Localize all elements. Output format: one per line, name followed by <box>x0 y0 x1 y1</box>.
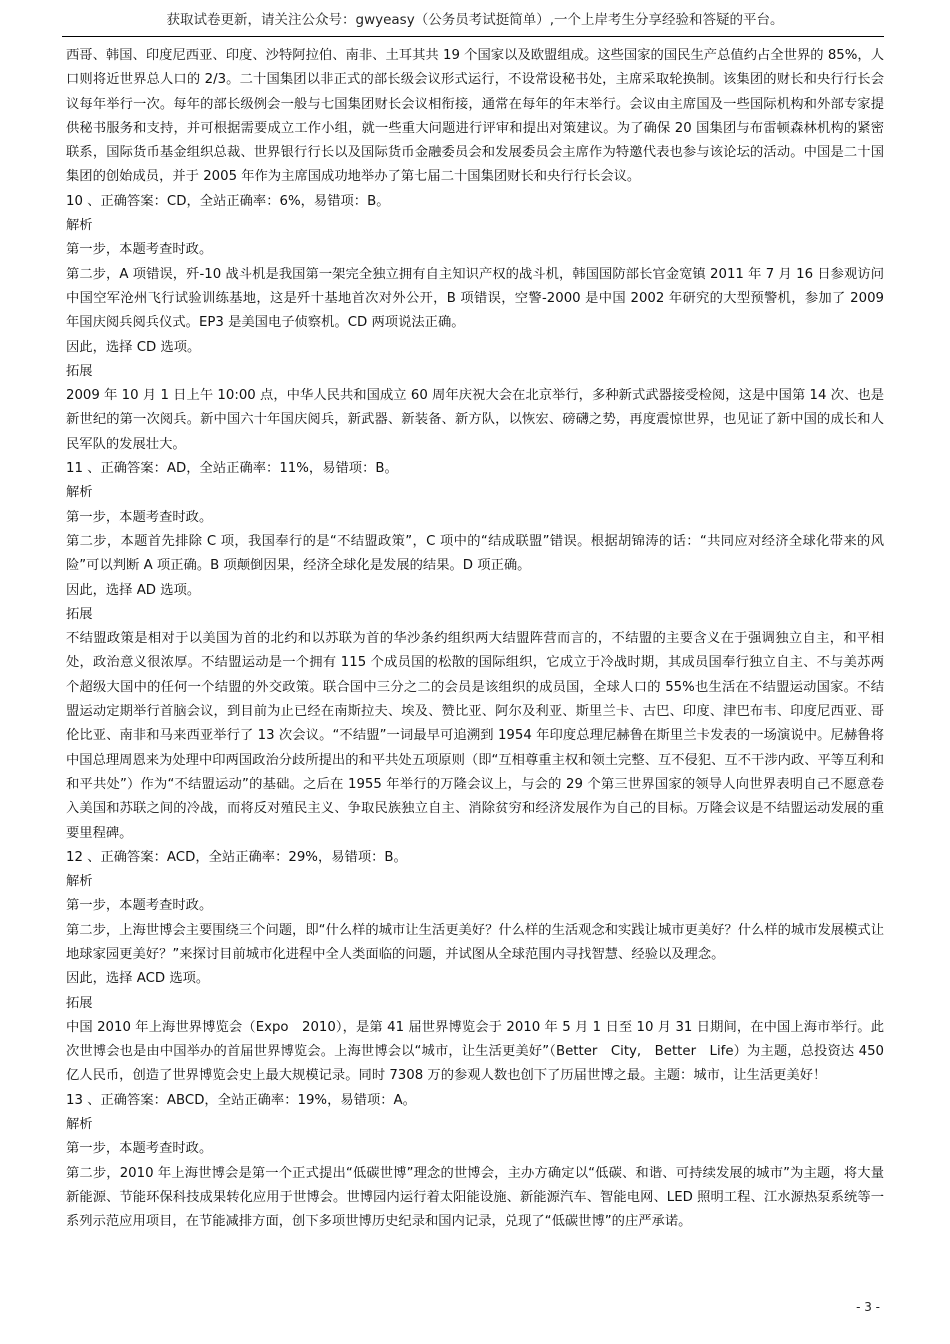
paragraph: 因此，选择 ACD 选项。 <box>66 971 210 987</box>
section-label: 拓展 <box>66 606 93 622</box>
paragraph: 因此，选择 CD 选项。 <box>66 339 201 355</box>
answer-line: 10 、正确答案：CD，全站正确率：6%，易错项：B。 <box>66 193 390 209</box>
paragraph: 第二步，2010 年上海世博会是第一个正式提出“低碳世博”理念的世博会，主办方确定以“低碳、和谐、可持续发展的城市”为主题，将大量新能源、节能环保科技成果转化应用于世博会。世博园内运行着太阳能设施、新能源汽车、智能电网、LED 照明工程、江水源热泵系统等一系列示范应用项目，在节能减排方面，创下多项世博历史纪录和国内记录，兑现了“低碳世博”的庄严承诺。 <box>66 1165 884 1230</box>
section-label: 解析 <box>66 874 93 890</box>
paragraph: 第一步，本题考查时政。 <box>66 898 213 914</box>
paragraph: 第一步，本题考查时政。 <box>66 1141 213 1157</box>
paragraph: 中国 2010 年上海世界博览会（Expo 2010），是第 41 届世界博览会于 2010 年 5 月 1 日至 10 月 31 日期间，在中国上海市举行。此次世博会也是由中国举办的首届世界博览会。上海世博会以“城市，让生活更美好”（Better City, Better Life）为主题，总投资达 450 亿人民币，创造了世界博览会史上最大规模记录。同时 7308 万的参观人数也创下了历届世博之最。主题：城市，让生活更美好！ <box>66 1019 884 1084</box>
document-body <box>66 44 884 1235</box>
section-label: 拓展 <box>66 995 93 1011</box>
answer-line: 13 、正确答案：ABCD，全站正确率：19%，易错项：A。 <box>66 1092 416 1108</box>
header-divider <box>62 36 884 37</box>
paragraph: 第二步，本题首先排除 C 项，我国奉行的是“不结盟政策”，C 项中的“结成联盟”错误。根据胡锦涛的话：“共同应对经济全球化带来的风险”可以判断 A 项正确。B 项颠倒因果，经济全球化是发展的结果。D 项正确。 <box>66 533 884 574</box>
paragraph: 不结盟政策是相对于以美国为首的北约和以苏联为首的华沙条约组织两大结盟阵营而言的，不结盟的主要含义在于强调独立自主，和平相处，政治意义很浓厚。不结盟运动是一个拥有 115 个成员国的松散的国际组织，它成立于冷战时期，其成员国奉行独立自主、不与美苏两个超级大国中的任何一个结盟的外交政策。联合国中三分之二的会员是该组织的成员国，全球人口的 55%也生活在不结盟运动国家。不结盟运动定期举行首脑会议，到目前为止已经在南斯拉夫、埃及、赞比亚、阿尔及利亚、斯里兰卡、古巴、印度、津巴布韦、印度尼西亚、哥伦比亚、南非和马来西亚举行了 13 次会议。“不结盟”一词最早可追溯到 1954 年印度总理尼赫鲁在斯里兰卡发表的一场演说中。尼赫鲁将中国总理周恩来为处理中印两国政治分歧所提出的和平共处五项原则（即“互相尊重主权和领土完整、互不侵犯、互不干涉内政、平等互利和和平共处”）作为“不结盟运动”的基础。之后在 1955 年举行的万隆会议上，与会的 29 个第三世界国家的领导人向世界表明自己不愿意卷入美国和苏联之间的冷战，而将反对殖民主义、争取民族独立自主、消除贫穷和经济发展作为自己的目标。万隆会议是不结盟运动发展的重要里程碑。 <box>66 631 884 841</box>
page-number: - 3 - <box>856 1300 880 1314</box>
section-label: 解析 <box>66 1117 93 1133</box>
section-label: 解析 <box>66 218 93 234</box>
paragraph: 因此，选择 AD 选项。 <box>66 582 201 598</box>
paragraph: 西哥、韩国、印度尼西亚、印度、沙特阿拉伯、南非、土耳其共 19 个国家以及欧盟组成。这些国家的国民生产总值约占全世界的 85%，人口则将近世界总人口的 2/3。二十国集团以非正式的部长级会议形式运行，不设常设秘书处，主席采取轮换制。该集团的财长和央行行长会议每年举行一次。每年的部长级例会一般与七国集团财长会议相衔接，通常在每年的年末举行。会议由主席国及一些国际机构和外部专家提供秘书服务和支持，并可根据需要成立工作小组，就一些重大问题进行评审和提出对策建议。为了确保 20 国集团与布雷顿森林机构的紧密联系，国际货币基金组织总裁、世界银行行长以及国际货币金融委员会和发展委员会主席作为特邀代表也参与该论坛的活动。中国是二十国集团的创始成员，并于 2005 年作为主席国成功地举办了第七届二十国集团财长和央行行长会议。 <box>66 48 884 185</box>
paragraph: 第一步，本题考查时政。 <box>66 242 213 258</box>
section-label: 拓展 <box>66 363 93 379</box>
paragraph: 2009 年 10 月 1 日上午 10:00 点，中华人民共和国成立 60 周年庆祝大会在北京举行，多种新式武器接受检阅，这是中国第 14 次、也是新世纪的第一次阅兵。新中国六十年国庆阅兵，新武器、新装备、新方队，以恢宏、磅礴之势，再度震惊世界，也见证了新中国的成长和人民军队的发展壮大。 <box>66 388 884 452</box>
answer-line: 12 、正确答案：ACD，全站正确率：29%，易错项：B。 <box>66 849 407 865</box>
page-header: 获取试卷更新，请关注公众号：gwyeasy（公务员考试挺简单）,一个上岸考生分享经验和答疑的平台。 <box>166 12 784 28</box>
paragraph: 第二步，A 项错误，歼-10 战斗机是我国第一架完全独立拥有自主知识产权的战斗机，韩国国防部长官金宽镇 2011 年 7 月 16 日参观访问中国空军沧州飞行试验训练基地，这是歼十基地首次对外公开，B 项错误，空警-2000 是中国 2002 年研究的大型预警机，参加了 2009 年国庆阅兵阅兵仪式。EP3 是美国电子侦察机。CD 两项说法正确。 <box>66 266 884 331</box>
answer-line: 11 、正确答案：AD，全站正确率：11%，易错项：B。 <box>66 461 398 477</box>
paragraph: 第二步，上海世博会主要围绕三个问题，即“什么样的城市让生活更美好？什么样的生活观念和实践让城市更美好？什么样的城市发展模式让地球家园更美好？”来探讨目前城市化进程中全人类面临的问题，并试图从全球范围内寻找智慧、经验以及理念。 <box>66 922 884 962</box>
paragraph: 第一步，本题考查时政。 <box>66 509 213 525</box>
section-label: 解析 <box>66 485 93 501</box>
